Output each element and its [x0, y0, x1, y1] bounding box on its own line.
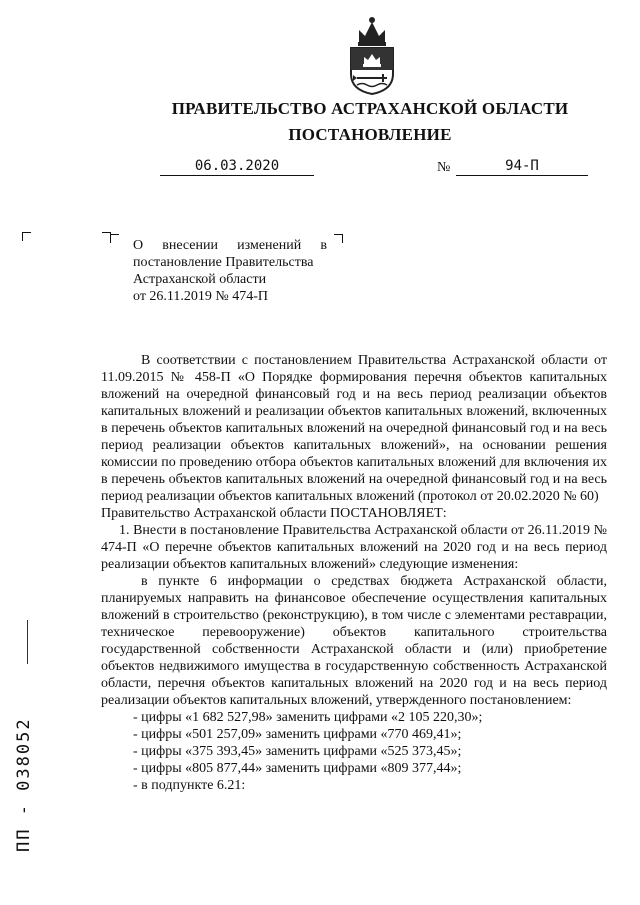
list-item: - в подпункте 6.21: — [133, 778, 246, 793]
corner-mark — [110, 234, 119, 243]
list-item: - цифры «1 682 527,98» заменить цифрами «2 105 220,30»; — [133, 710, 483, 725]
list-item: - цифры «375 393,45» заменить цифрами «525 373,45»; — [133, 744, 462, 759]
subject-line: от 26.11.2019 № 474-П — [133, 289, 269, 304]
body-paragraph: В соответствии с постановлением Правительства Астраханской области от 11.09.2015 № 458-П «О Порядке формирования перечня объектов капитальных вложений на очередной финансовый год и на весь период реализации объектов капитальных вложений и реализации объектов капитальных вложений, включенных в перечень объектов капитальных вложений на очередной финансовый год и на весь период реализации объектов капитальных вложений», на основании решения комиссии по проведению отбора объектов капитальных вложений для включения их в перечень объектов капитальных вложений на очередной финансовый год и на весь период реализации объектов капитальных вложений (протокол от 20.02.2020 № 60) — [101, 353, 607, 504]
body-paragraph: в пункте 6 информации о средствах бюджета Астраханской области, планируемых направить на финансовое обеспечение осуществления капитальных вложений в строительство (реконструкцию), в том числе с элементами реставрации, техническое перевооружение) объектов капитального строительства государственной собственности Астраханской области и (или) приобретение объектов недвижимого имущества в государственную собственность Астраханской области, перечня объектов капитальных вложений на 2020 год и на весь период реализации объектов капитальных вложений, утвержденного постановлением: — [101, 574, 607, 708]
document-subject — [133, 237, 327, 305]
number-sign: № — [437, 160, 451, 175]
document-date: 06.03.2020 — [160, 158, 314, 176]
body-paragraph: 1. Внести в постановление Правительства Астраханской области от 26.11.2019 № 474-П «О перечне объектов капитальных вложений на 2020 год и на весь период реализации объектов капитальных вложений» следующие изменения: — [101, 523, 607, 572]
document-body — [101, 352, 607, 794]
coat-of-arms-emblem — [345, 12, 399, 96]
body-paragraph: Правительство Астраханской области ПОСТАНОВЛЯЕТ: — [101, 506, 447, 521]
subject-line: О внесении изменений в — [133, 238, 327, 253]
document-header — [150, 96, 590, 148]
organization-name: ПРАВИТЕЛЬСТВО АСТРАХАНСКОЙ ОБЛАСТИ — [171, 99, 569, 118]
margin-stamp: ПП - 038052 — [14, 717, 34, 852]
subject-line: Астраханской области — [133, 272, 267, 287]
document-number: 94-П — [456, 158, 588, 176]
subject-line: постановление Правительства — [133, 255, 314, 270]
corner-mark — [334, 234, 343, 243]
list-item: - цифры «805 877,44» заменить цифрами «809 377,44»; — [133, 761, 462, 776]
corner-mark — [22, 232, 31, 241]
margin-line — [27, 620, 28, 664]
list-item: - цифры «501 257,09» заменить цифрами «770 469,41»; — [133, 727, 462, 742]
document-type: ПОСТАНОВЛЕНИЕ — [288, 125, 452, 144]
